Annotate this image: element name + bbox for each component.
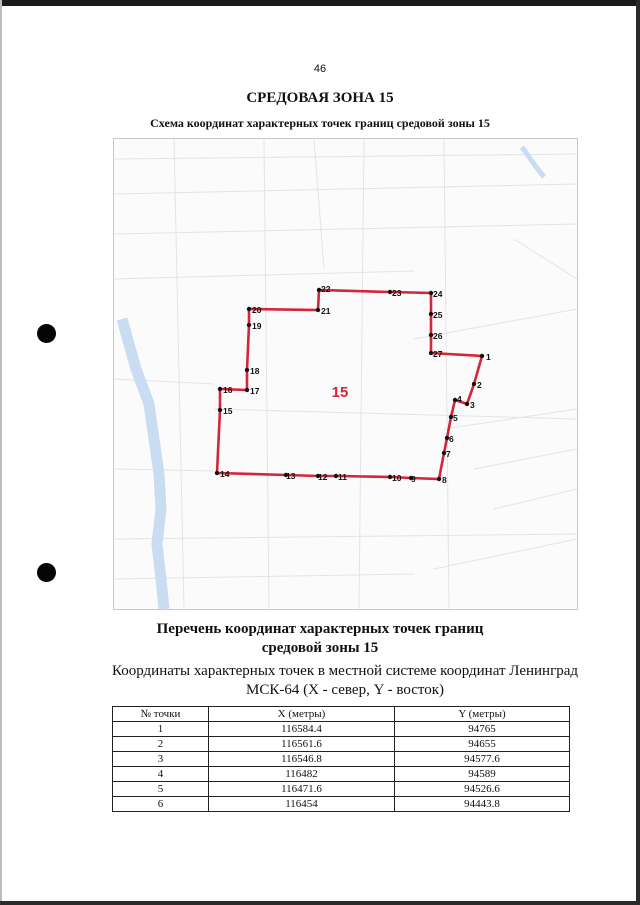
boundary-point-label: 20 [252, 305, 262, 315]
cell-point: 1 [113, 722, 209, 737]
boundary-point-label: 27 [433, 349, 443, 359]
header-y: Y (метры) [395, 707, 570, 722]
zone-map [113, 138, 578, 610]
cell-x: 116561.6 [209, 737, 395, 752]
cell-y: 94655 [395, 737, 570, 752]
street-line [359, 139, 364, 609]
scan-edge-right [636, 0, 640, 905]
boundary-point-label: 5 [453, 413, 458, 423]
boundary-point-label: 15 [223, 406, 233, 416]
header-x: X (метры) [209, 707, 395, 722]
street-line [114, 184, 577, 194]
boundary-point-marker [437, 477, 441, 481]
boundary-point-label: 17 [250, 386, 260, 396]
page-number: 46 [313, 63, 327, 75]
scan-edge-left [0, 0, 2, 905]
boundary-point-label: 2 [477, 380, 482, 390]
street-line [114, 271, 414, 279]
boundary-point-label: 19 [252, 321, 262, 331]
cell-y: 94443.8 [395, 797, 570, 812]
boundary-point-label: 12 [318, 472, 328, 482]
street-line [314, 139, 324, 269]
street-line [264, 139, 269, 609]
coord-system-line2: МСК-64 (X - север, Y - восток) [246, 682, 444, 698]
cell-y: 94589 [395, 767, 570, 782]
table-row [113, 722, 570, 737]
cell-x: 116454 [209, 797, 395, 812]
coord-system-caption [60, 662, 630, 700]
boundary-point-label: 14 [220, 469, 230, 479]
street-line [114, 154, 577, 159]
boundary-point-label: 21 [321, 306, 331, 316]
river [122, 319, 164, 609]
boundary-point-label: 26 [433, 331, 443, 341]
list-heading [0, 620, 640, 658]
boundary-point-marker [245, 388, 249, 392]
coordinates-table [112, 706, 570, 812]
cell-x: 116584.4 [209, 722, 395, 737]
table-row [113, 767, 570, 782]
boundary-point-marker [245, 368, 249, 372]
cell-y: 94765 [395, 722, 570, 737]
cell-point: 5 [113, 782, 209, 797]
street-line [114, 224, 577, 234]
boundary-point-marker [247, 307, 251, 311]
table-row [113, 737, 570, 752]
boundary-point-label: 18 [250, 366, 260, 376]
scheme-caption: Схема координат характерных точек границ средовой зоны 15 [150, 116, 490, 130]
boundary-point-label: 16 [223, 385, 233, 395]
boundary-point-marker [215, 471, 219, 475]
cell-x: 116482 [209, 767, 395, 782]
map-background [114, 139, 577, 609]
boundary-point-label: 6 [449, 434, 454, 444]
cell-y: 94526.6 [395, 782, 570, 797]
street-line [114, 534, 577, 539]
boundary-point-marker [472, 382, 476, 386]
cell-x: 116471.6 [209, 782, 395, 797]
cell-point: 2 [113, 737, 209, 752]
list-heading-line2: средовой зоны 15 [261, 640, 379, 656]
punch-hole-bottom [37, 563, 56, 582]
zone-title: СРЕДОВАЯ ЗОНА 15 [246, 90, 394, 106]
boundary-point-label: 1 [486, 352, 491, 362]
boundary-point-marker [218, 408, 222, 412]
boundary-point-label: 25 [433, 310, 443, 320]
punch-hole-top [37, 324, 56, 343]
scan-edge-top [0, 0, 640, 6]
street-line [494, 489, 577, 509]
table-row [113, 797, 570, 812]
boundary-point-marker [247, 323, 251, 327]
street-line [444, 139, 449, 609]
boundary-point-label: 8 [442, 475, 447, 485]
boundary-point-label: 9 [411, 474, 416, 484]
list-heading-line1: Перечень координат характерных точек границ [156, 621, 484, 637]
boundary-point-marker [316, 308, 320, 312]
table-row [113, 782, 570, 797]
boundary-point-label: 11 [338, 472, 347, 482]
boundary-point-label: 22 [321, 284, 331, 294]
boundary-point-label: 24 [433, 289, 443, 299]
street-line [474, 449, 577, 469]
cell-x: 116546.8 [209, 752, 395, 767]
boundary-point-marker [218, 387, 222, 391]
street-line [514, 239, 577, 279]
zone-label: 15 [331, 384, 349, 401]
scan-edge-bottom [0, 901, 640, 905]
boundary-points [215, 284, 491, 485]
street-line [434, 539, 577, 569]
street-line [444, 409, 577, 429]
table-header-row [113, 707, 570, 722]
boundary-point-label: 13 [286, 471, 296, 481]
boundary-point-label: 10 [392, 473, 402, 483]
header-point-number: № точки [113, 707, 209, 722]
table-row [113, 752, 570, 767]
zone-map-svg [114, 139, 577, 609]
cell-point: 4 [113, 767, 209, 782]
boundary-point-label: 7 [446, 449, 451, 459]
coord-system-line1: Координаты характерных точек в местной системе координат Ленинград [111, 663, 579, 679]
boundary-point-marker [480, 354, 484, 358]
river-top [522, 147, 544, 177]
boundary-point-label: 3 [470, 400, 475, 410]
cell-point: 6 [113, 797, 209, 812]
boundary-point-marker [465, 402, 469, 406]
cell-point: 3 [113, 752, 209, 767]
boundary-point-label: 23 [392, 288, 402, 298]
street-line [114, 379, 214, 384]
cell-y: 94577.6 [395, 752, 570, 767]
boundary-point-label: 4 [457, 394, 462, 404]
